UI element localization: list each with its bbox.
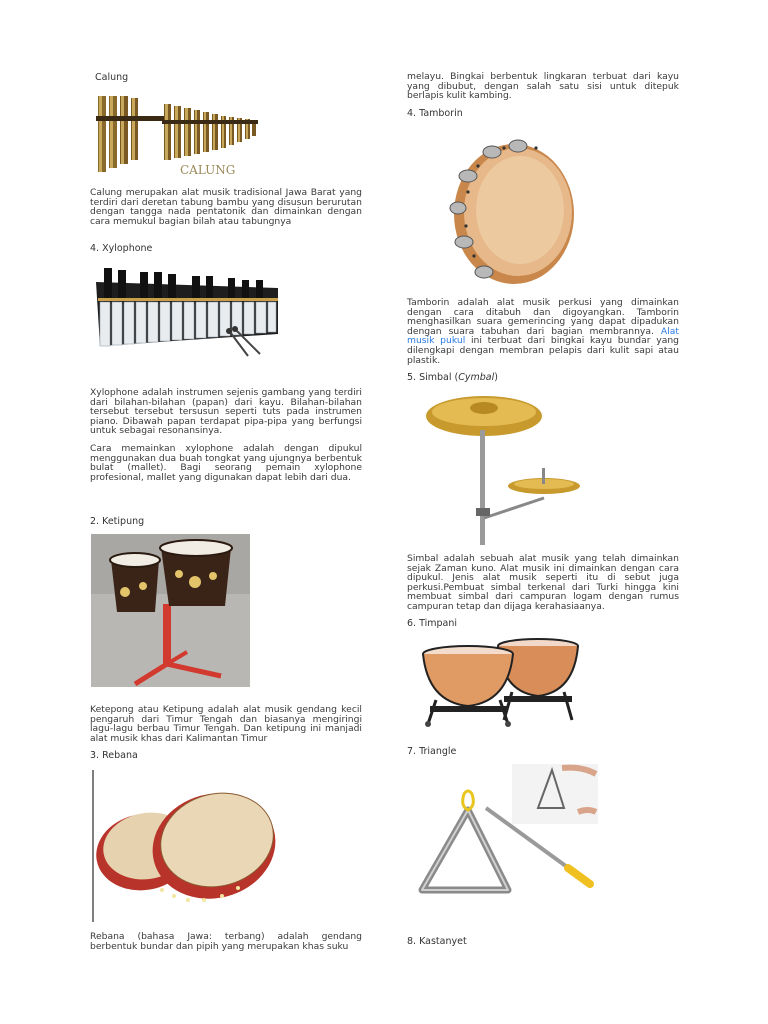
ketipung-heading: 2. Ketipung <box>90 516 145 527</box>
calung-image-caption: CALUNG <box>180 163 236 177</box>
rebana-paragraph-continued: melayu. Bingkai berbentuk lingkaran terbuat dari kayu yang dibubut, dengan salah satu sisi untuk ditepuk berlapis kulit kambing. <box>407 71 679 102</box>
calung-heading: Calung <box>95 72 129 83</box>
simbal-heading-prefix: 5. Simbal ( <box>407 372 459 383</box>
rebana-image <box>92 770 282 922</box>
xylophone-paragraph-2: Cara memainkan xylophone adalah dengan dipukul menggunakan dua buah tongkat yang ujungnya berbentuk bulat (mallet). Bagi seorang pemain xylophone profesional, mallet yang digunakan dapat lebih dari dua. <box>90 443 362 483</box>
xylophone-image <box>92 262 282 358</box>
ketipung-image <box>91 534 250 687</box>
calung-image <box>92 90 262 180</box>
tamborin-paragraph-text-2: ini terbuat dari bingkai kayu bundar yang dilengkapi dengan membran pelapis dari kulit sapi atau plastik. <box>407 335 679 366</box>
triangle-image <box>412 764 598 920</box>
simbal-heading-italic: Cymbal <box>458 372 495 383</box>
tamborin-heading: 4. Tamborin <box>407 108 463 119</box>
xylophone-icon <box>92 262 282 358</box>
triangle-heading: 7. Triangle <box>407 746 457 757</box>
cymbal-icon <box>422 390 582 545</box>
ketipung-paragraph: Ketepong atau Ketipung adalah alat musik gendang kecil pengaruh dari Timur Tengah dan biasanya mengiringi lagu-lagu berbau Timur Tengah. Dan ketipung ini manjadi alat musik khas dari Kalimantan Timur <box>90 704 362 744</box>
simbal-heading-suffix: ) <box>494 372 498 383</box>
timpani-image <box>420 636 582 728</box>
tamborin-paragraph-text-1: Tamborin adalah alat musik perkusi yang dimainkan dengan cara ditabuh dan digoyangkan. Tamborin menghasilkan suara gemerincing yang dapat dipadukan dengan suara tabuhan dari bagian membrannya. <box>407 297 679 337</box>
timpani-icon <box>420 636 582 728</box>
simbal-image <box>422 390 582 545</box>
tambourine-icon <box>448 136 578 288</box>
rebana-heading: 3. Rebana <box>90 750 138 761</box>
alat-musik-pukul-link[interactable]: Alat musik pukul <box>407 325 679 347</box>
rebana-icon <box>92 770 282 922</box>
calung-paragraph: Calung merupakan alat musik tradisional Jawa Barat yang terdiri dari deretan tabung bambu yang disusun berurutan dengan tangga nada pentatonik dan dimainkan dengan cara memukul bagian bilah atau tabungnya <box>90 187 362 227</box>
rebana-paragraph: Rebana (bahasa Jawa: terbang) adalah gendang berbentuk bundar dan pipih yang merupakan khas suku <box>90 931 362 952</box>
tamborin-paragraph <box>407 298 679 365</box>
xylophone-paragraph-1: Xylophone adalah instrumen sejenis gambang yang terdiri dari bilahan-bilahan (papan) dari kayu. Bilahan-bilahan tersebut tersebut tersusun seperti tuts pada instrumen piano. Dibawah papan terdapat pipa-pipa yang berfungsi untuk sebagai resonansinya. <box>90 387 362 437</box>
timpani-heading: 6. Timpani <box>407 618 458 629</box>
xylophone-heading: 4. Xylophone <box>90 243 153 254</box>
ketipung-icon <box>91 534 250 687</box>
simbal-paragraph: Simbal adalah sebuah alat musik yang telah dimainkan sejak Zaman kuno. Alat musik ini dimainkan dengan cara dipukul. Jenis alat musik seperti itu di sebut juga perkusi.Pembuat simbal terkenal dari Turki hingga kini membuat simbal dari campuran logam dengan rumus campuran tetap dan dijaga kerahasiaanya. <box>407 553 679 612</box>
kastanyet-heading: 8. Kastanyet <box>407 936 467 947</box>
calung-icon <box>92 90 262 180</box>
triangle-icon <box>412 764 598 920</box>
tamborin-image <box>448 136 578 288</box>
simbal-heading <box>407 372 498 384</box>
